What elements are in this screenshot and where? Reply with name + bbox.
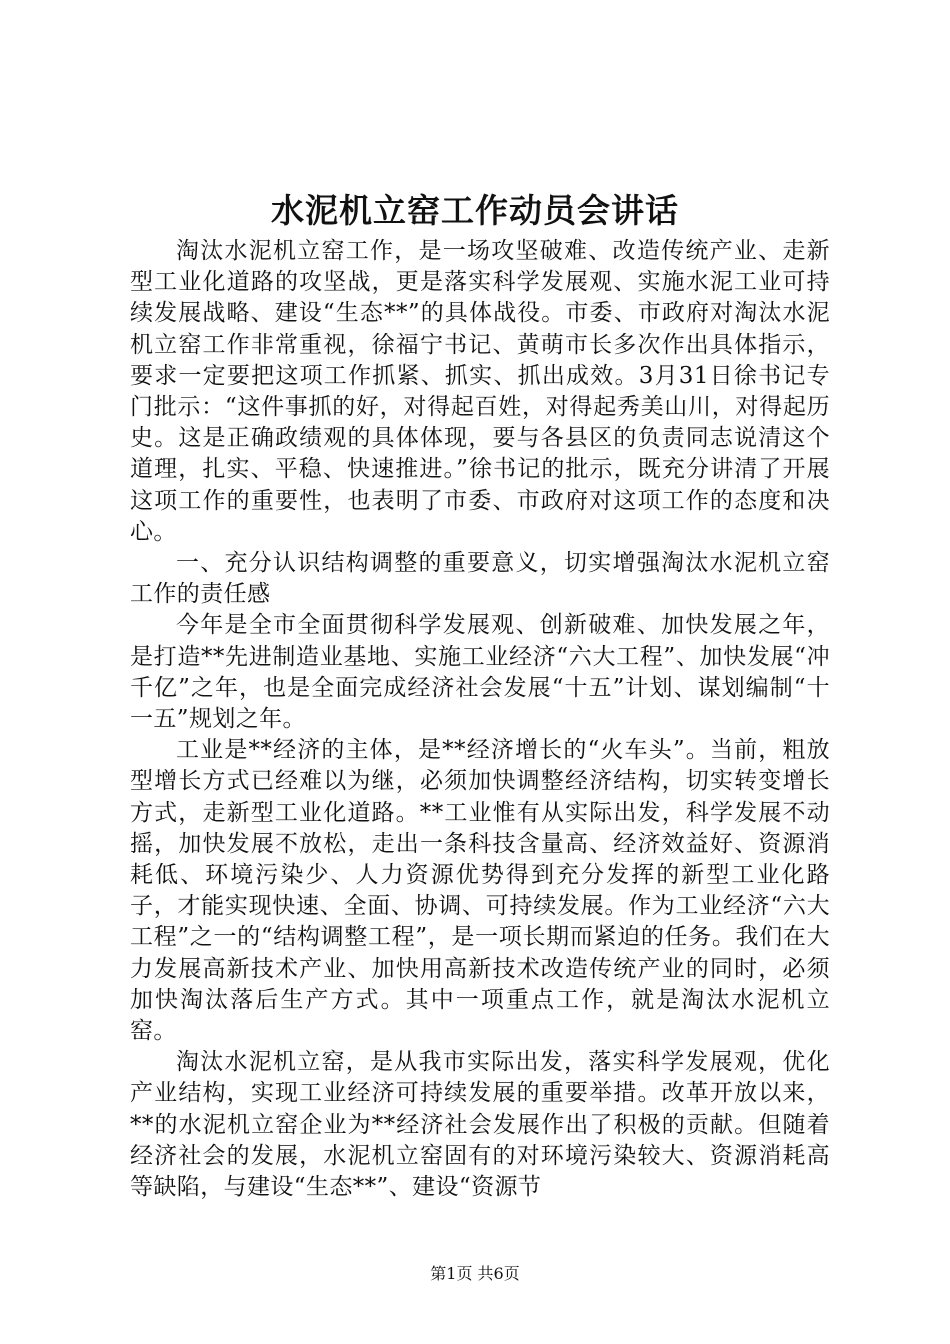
paragraph-intro: 淘汰水泥机立窑工作，是一场攻坚破难、改造传统产业、走新型工业化道路的攻坚战，更是落实科学发展观、实施水泥工业可持续发展战略、建设“生态**”的具体战役。市委、市政府对淘汰水泥机立窑工作非常重视，徐福宁书记、黄萌市长多次作出具体指示，要求一定要把这项工作抓紧、抓实、抓出成效。3月31日徐书记专门批示：“这件事抓的好，对得起百姓，对得起秀美山川，对得起历史。这是正确政绩观的具体体现，要与各县区的负责同志说清这个道理，扎实、平稳、快速推进。”徐书记的批示，既充分讲清了开展这项工作的重要性，也表明了市委、市政府对这项工作的态度和决心。 bbox=[130, 238, 830, 545]
paragraph-this-year: 今年是全市全面贯彻科学发展观、创新破难、加快发展之年，是打造**先进制造业基地、实施工业经济“六大工程”、加快发展“冲千亿”之年，也是全面完成经济社会发展“十五”计划、谋划编制“十一五”规划之年。 bbox=[130, 612, 830, 733]
page-footer bbox=[0, 1262, 950, 1286]
document-title: 水泥机立窑工作动员会讲话 bbox=[271, 191, 679, 230]
page-indicator: 第1页 共6页 bbox=[430, 1264, 520, 1283]
paragraph-eliminate-kilns: 淘汰水泥机立窑，是从我市实际出发，落实科学发展观，优化产业结构，实现工业经济可持续发展的重要举措。改革开放以来，**的水泥机立窑企业为**经济社会发展作出了积极的贡献。但随着经济社会的发展，水泥机立窑固有的对环境污染较大、资源消耗高等缺陷，与建设“生态**”、建设“资源节 bbox=[130, 1049, 830, 1201]
paragraph-industry: 工业是**经济的主体，是**经济增长的“火车头”。当前，粗放型增长方式已经难以为继，必须加快调整经济结构，切实转变增长方式，走新型工业化道路。**工业惟有从实际出发，科学发展不动摇，加快发展不放松，走出一条科技含量高、经济效益好、资源消耗低、环境污染少、人力资源优势得到充分发挥的新型工业化路子，才能实现快速、全面、协调、可持续发展。作为工业经济“六大工程”之一的“结构调整工程”，是一项长期而紧迫的任务。我们在大力发展高新技术产业、加快用高新技术改造传统产业的同时，必须加快淘汰落后生产方式。其中一项重点工作，就是淘汰水泥机立窑。 bbox=[130, 737, 830, 1045]
section-heading-1: 一、充分认识结构调整的重要意义，切实增强淘汰水泥机立窑工作的责任感 bbox=[130, 550, 830, 608]
document-body bbox=[130, 236, 830, 1203]
